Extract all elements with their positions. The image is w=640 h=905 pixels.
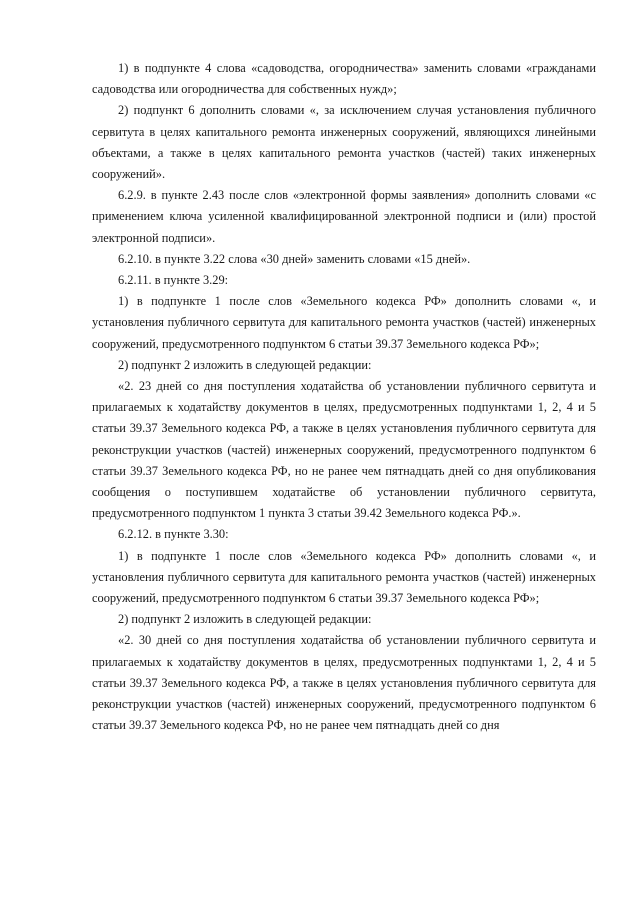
paragraph: 1) в подпункте 1 после слов «Земельного кодекса РФ» дополнить словами «, и установления публичного сервитута для капитального ремонта участков (частей) инженерных сооружений, предусмотренного подпунктом 6 статьи 39.37 Земельного кодекса РФ»; (92, 548, 596, 606)
paragraph: 2) подпункт 6 дополнить словами «, за исключением случая установления публичного сервитута в целях капитального ремонта инженерных сооружений, являющихся линейными объектами, а также в целях капитального ремонта участков (частей) таких инженерных сооружений». (92, 103, 596, 182)
paragraph: 1) в подпункте 4 слова «садоводства, огородничества» заменить словами «гражданами садоводства или огородничества для собственных нужд»; (92, 61, 596, 97)
paragraph: 2) подпункт 2 изложить в следующей редакции: (118, 357, 372, 372)
paragraph: 1) в подпункте 1 после слов «Земельного кодекса РФ» дополнить словами «, и установления публичного сервитута для капитального ремонта участков (частей) инженерных сооружений, предусмотренного подпунктом 6 статьи 39.37 Земельного кодекса РФ»; (92, 294, 596, 351)
document-body (92, 58, 596, 737)
paragraph: 6.2.11. в пункте 3.29: (118, 273, 229, 288)
paragraph: 6.2.12. в пункте 3.30: (118, 527, 229, 542)
paragraph: «2. 23 дней со дня поступления ходатайства об установлении публичного сервитута и прилагаемых к ходатайству документов в целях, предусмотренных подпунктами 1, 2, 4 и 5 статьи 39.37 Земельного кодекса РФ, а также в целях установления публичного сервитута для реконструкции участков (частей) инженерных сооружений, предусмотренного подпунктом 6 статьи 39.37 Земельного кодекса РФ, но не ранее чем пятнадцать дней со дня опубликования сообщения о поступившем ходатайстве об установлении публичного сервитута, предусмотренного подпунктом 1 пункта 3 статьи 39.42 Земельного кодекса РФ.». (92, 379, 596, 521)
paragraph: «2. 30 дней со дня поступления ходатайства об установлении публичного сервитута и прилагаемых к ходатайству документов в целях, предусмотренных подпунктами 1, 2, 4 и 5 статьи 39.37 Земельного кодекса РФ, а также в целях установления публичного сервитута для реконструкции участков (частей) инженерных сооружений, предусмотренного подпунктом 6 статьи 39.37 Земельного кодекса РФ, но не ранее чем пятнадцать дней со дня (92, 633, 596, 733)
paragraph: 2) подпункт 2 изложить в следующей редакции: (118, 612, 372, 627)
paragraph: 6.2.9. в пункте 2.43 после слов «электронной формы заявления» дополнить словами «с применением ключа усиленной квалифицированной электронной подписи и (или) простой электронной подписи». (92, 188, 596, 245)
paragraph: 6.2.10. в пункте 3.22 слова «30 дней» заменить словами «15 дней». (118, 251, 471, 266)
